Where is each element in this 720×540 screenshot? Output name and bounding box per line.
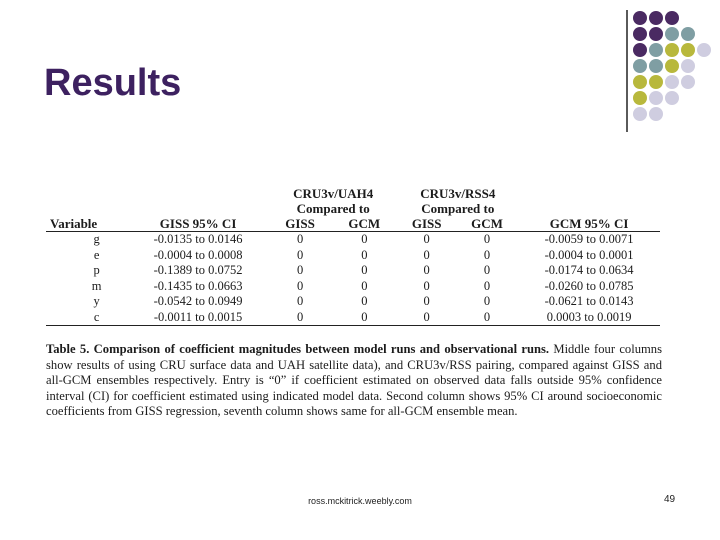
column-header-gcm-ci: GCM 95% CI	[518, 216, 660, 232]
table-cell: 0	[296, 278, 304, 293]
decorative-dot	[681, 59, 695, 73]
table-cell: -0.0621 to 0.0143	[544, 294, 634, 308]
decorative-dot	[681, 75, 695, 89]
table-cell: 0	[423, 278, 430, 293]
table-cell: 0	[296, 247, 304, 262]
table-cell: 0	[397, 310, 456, 326]
table-cell: c	[46, 310, 127, 326]
column-header-rss-gcm: GCM	[456, 216, 518, 232]
results-table	[46, 186, 660, 326]
table-caption-heading: Table 5. Comparison of coefficient magnitudes between model runs and observational runs.	[46, 342, 550, 356]
table-cell: e	[93, 247, 100, 262]
group-header-rss-line2: Compared to	[421, 201, 495, 216]
decorative-dot	[649, 75, 663, 89]
column-header-variable: Variable	[46, 216, 127, 232]
table-row	[46, 232, 660, 248]
decorative-dot	[649, 11, 663, 25]
table-cell: -0.0174 to 0.0634	[544, 263, 634, 277]
decorative-dot	[665, 27, 679, 41]
table-cell: -0.0004 to 0.0008	[153, 247, 243, 262]
table-cell: 0	[423, 247, 430, 262]
decorative-dot	[681, 43, 695, 57]
table-row	[46, 248, 660, 264]
decorative-dot	[633, 107, 647, 121]
table-cell: 0	[361, 294, 368, 308]
table-cell: m	[91, 278, 102, 293]
table-row	[46, 279, 660, 295]
table-caption	[46, 342, 662, 420]
table-caption-body: Middle four columns show results of using CRU surface data and UAH satellite data), and CRU3v/RSS pairing, compared against GISS and all-GCM ensembles respectively. Entry is “0” if coefficient estimated on observed data falls outside 95% confidence interval (CI) for coefficient estimated using indicated model data. Second column shows 95% CI around socioeconomic coefficients from GISS regression, seventh column shows same for all-GCM ensemble mean.	[46, 342, 663, 419]
table-cell: -0.0004 to 0.0001	[544, 247, 634, 262]
table-cell: 0	[483, 247, 491, 262]
column-header-uah-gcm: GCM	[331, 216, 397, 232]
table-cell: 0	[423, 263, 430, 277]
decorative-dot	[633, 75, 647, 89]
table-cell: 0	[483, 232, 491, 246]
table-cell: 0	[296, 294, 304, 308]
table-row	[46, 310, 660, 326]
table-cell: 0	[361, 232, 368, 246]
table-cell: 0	[423, 294, 430, 308]
slide-title: Results	[44, 62, 182, 104]
table-row	[46, 263, 660, 279]
table-cell: -0.0542 to 0.0949	[153, 294, 243, 308]
column-header-rss-giss: GISS	[397, 216, 456, 232]
table-cell: 0	[456, 310, 518, 326]
table-cell: 0	[331, 310, 397, 326]
group-header-uah-line2: Compared to	[296, 201, 370, 216]
table-cell: 0	[483, 294, 491, 308]
decorative-dot	[633, 43, 647, 57]
group-header-rss-line1: CRU3v/RSS4	[420, 186, 496, 201]
table-cell: -0.1389 to 0.0752	[153, 263, 243, 277]
table-row	[46, 294, 660, 310]
table-cell: -0.0260 to 0.0785	[544, 278, 634, 293]
decorative-dot	[665, 91, 679, 105]
table-cell: 0	[361, 263, 368, 277]
header-spacer	[127, 186, 269, 216]
table-cell: 0	[361, 278, 368, 293]
table-cell: g	[93, 232, 100, 246]
decorative-dot	[633, 91, 647, 105]
group-header-rss	[397, 186, 518, 216]
decorative-dot	[649, 91, 663, 105]
table-cell: -0.0059 to 0.0071	[544, 232, 634, 246]
decorative-dot	[649, 59, 663, 73]
decorative-dot	[649, 43, 663, 57]
footer-url: ross.mckitrick.weebly.com	[308, 496, 412, 506]
table-cell: 0.0003 to 0.0019	[518, 310, 660, 326]
decorative-dot	[649, 27, 663, 41]
decorative-dot	[697, 43, 711, 57]
table-cell: -0.1435 to 0.0663	[153, 278, 243, 293]
header-spacer	[46, 186, 127, 216]
decorative-dot	[681, 27, 695, 41]
table-cell: -0.0011 to 0.0015	[127, 310, 269, 326]
group-header-uah	[269, 186, 397, 216]
table-cell: 0	[269, 310, 331, 326]
results-table-container	[46, 186, 660, 326]
table-cell: 0	[361, 247, 368, 262]
decorative-dot	[665, 43, 679, 57]
column-header-giss-ci: GISS 95% CI	[127, 216, 269, 232]
page-number: 49	[664, 494, 676, 505]
group-header-uah-line1: CRU3v/UAH4	[293, 186, 374, 201]
header-spacer	[518, 186, 660, 216]
decorative-dot	[665, 11, 679, 25]
decorative-dot	[633, 11, 647, 25]
decorative-dot	[633, 27, 647, 41]
title-divider-line	[626, 10, 628, 132]
table-cell: y	[93, 294, 100, 308]
table-cell: 0	[483, 278, 491, 293]
column-header-uah-giss: GISS	[269, 216, 331, 232]
decorative-dot	[633, 59, 647, 73]
decorative-dot	[665, 59, 679, 73]
decorative-dot	[665, 75, 679, 89]
table-cell: 0	[296, 263, 304, 277]
table-cell: p	[93, 263, 100, 277]
decorative-dot	[649, 107, 663, 121]
table-cell: 0	[423, 232, 430, 246]
table-cell: 0	[483, 263, 491, 277]
table-cell: -0.0135 to 0.0146	[153, 232, 243, 246]
table-cell: 0	[296, 232, 304, 246]
